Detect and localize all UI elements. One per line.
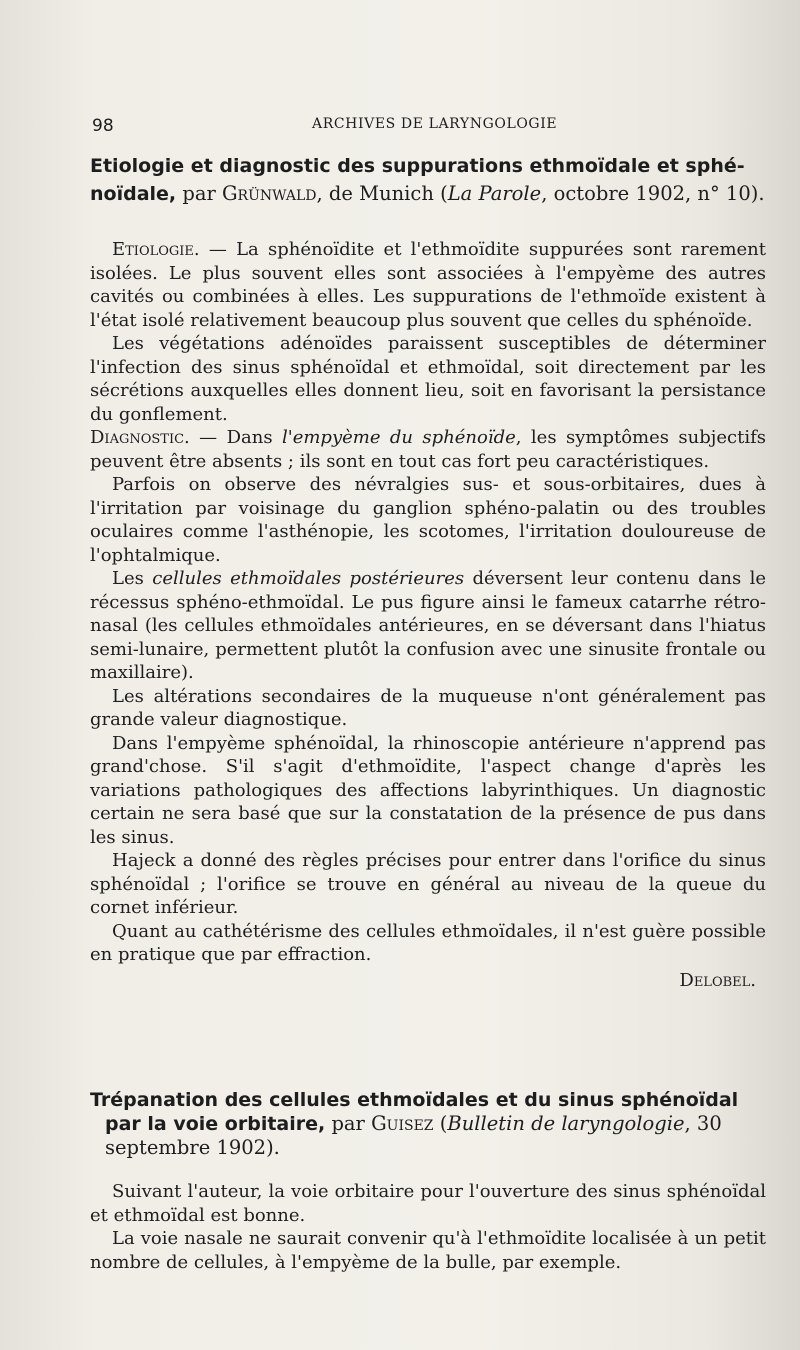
paragraph: Etiologie. — La sphénoïdite et l'ethmoïdite suppurées sont rarement isolées. Le plus souvent elles sont associées à l'empyème des autres cavités ou combinées à elles. Les suppurations de l'ethmoïde existent à l'état isolé relativement beaucoup plus souvent que celles du sphénoïde. (90, 239, 766, 331)
section-label-etiologie: Etiologie. (112, 239, 200, 260)
article-1-city: , de Munich ( (316, 182, 448, 205)
page-header (92, 116, 760, 144)
article-2-title: Trépanation des cellules ethmoïdales et du sinus sphénoïdal par la voie orbitaire, par Guisez (Bulletin de laryngologie, 30 septembre 1902). (90, 1088, 766, 1160)
running-head: ARCHIVES DE LARYNGOLOGIE (312, 116, 558, 132)
paragraph: Les cellules ethmoïdales postérieures déversent leur contenu dans le récessus sphéno-ethmoïdal. Le pus figure ainsi le fameux catarrhe rétro-nasal (les cellules ethmoïdales antérieures, en se déversant dans l'hiatus semi-lunaire, permettent plutôt la confusion avec une sinusite frontale ou maxillaire). (90, 568, 766, 683)
section-label-diagnostic: Diagnostic. (90, 427, 190, 448)
article-1-issue: , octobre 1902, n° 10). (541, 182, 765, 205)
article-1-author: Grünwald (221, 182, 317, 205)
paragraph: Les végétations adénoïdes paraissent susceptibles de déterminer l'infection des sinus sphénoïdal et ethmoïdal, soit directement par les sécrétions auxquelles elles donnent lieu, soit en favorisant la persistance du gonflement. (90, 333, 766, 425)
signature: Delobel. (679, 969, 756, 991)
paragraph: Parfois on observe des névralgies sus- et sous-orbitaires, dues à l'irritation par voisinage du ganglion sphéno-palatin ou des troubles oculaires comme l'asthénopie, les scotomes, l'irritation douloureuse de l'ophtalmique. (90, 474, 766, 566)
paragraph: Diagnostic. — Dans l'empyème du sphénoïde, les symptômes subjectifs peuvent être absents ; ils sont en tout cas fort peu caractéristiques. (90, 427, 766, 472)
paragraph: Les altérations secondaires de la muqueuse n'ont généralement pas grande valeur diagnostique. (90, 685, 766, 730)
paragraph: Hajeck a donné des règles précises pour entrer dans l'orifice du sinus sphénoïdal ; l'orifice se trouve en général au niveau de la queue du cornet inférieur. (90, 850, 766, 918)
article-2-title-line-1: Trépanation des cellules ethmoïdales et du sinus sphénoïdal (90, 1089, 739, 1111)
article-2-author: Guisez (371, 1112, 434, 1135)
article-1-title (90, 152, 766, 208)
article-2-title-line-2: par la voie orbitaire, (105, 1113, 326, 1135)
article-1-par: par (182, 182, 216, 205)
article-1-body (90, 238, 766, 992)
page-number: 98 (92, 116, 114, 136)
article-2-journal: Bulletin de laryngologie (447, 1112, 685, 1135)
paragraph: Dans l'empyème sphénoïdal, la rhinoscopie antérieure n'apprend pas grand'chose. S'il s'agit d'ethmoïdite, l'aspect change d'après les variations pathologiques des affections labyrinthiques. Un diagnostic certain ne sera basé que sur la constatation de la présence de pus dans les sinus. (90, 732, 766, 848)
article-2-body (90, 1180, 766, 1274)
article-1-title-bold: Etiologie et diagnostic des suppurations ethmoïdale et sphé- noïdale, (90, 155, 745, 205)
paragraph: Quant au cathétérisme des cellules ethmoïdales, il n'est guère possible en pratique que par effraction. (90, 920, 766, 965)
paragraph: La voie nasale ne saurait convenir qu'à l'ethmoïdite localisée à un petit nombre de cellules, à l'empyème de la bulle, par exemple. (90, 1228, 766, 1273)
paragraph: Suivant l'auteur, la voie orbitaire pour l'ouverture des sinus sphénoïdal et ethmoïdal est bonne. (90, 1181, 766, 1226)
article-1-journal: La Parole (447, 182, 542, 205)
